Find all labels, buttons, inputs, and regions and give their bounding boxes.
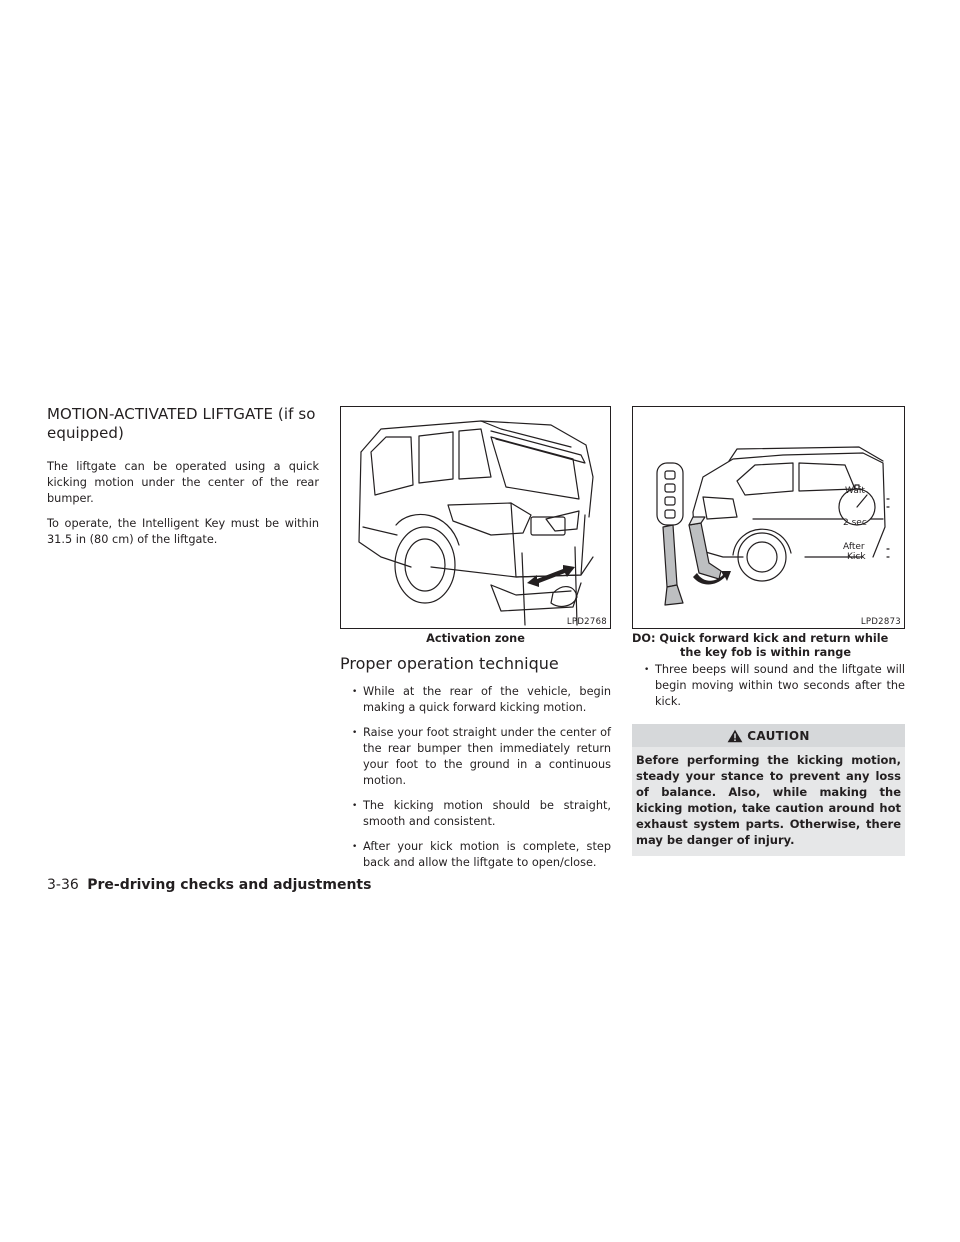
caution-header <box>632 724 905 747</box>
technique-list <box>340 684 611 871</box>
intro-paragraph: The liftgate can be operated using a quick kicking motion under the center of the rear bumper. <box>47 460 319 505</box>
caution-box <box>632 724 905 856</box>
warning-icon <box>727 729 743 743</box>
rear-vehicle-illustration <box>341 407 610 628</box>
right-column <box>632 406 905 856</box>
caution-text: Before performing the kicking motion, steady your stance to prevent any loss of balance. Also, while making the kicking motion, take caution around hot exhaust system parts. Otherwise, there may be danger of injury. <box>636 753 901 847</box>
page-number: 3-36 <box>47 877 79 893</box>
figure-caption: Activation zone <box>426 632 525 645</box>
figure-id: LPD2873 <box>860 617 901 627</box>
after-label: After <box>843 542 865 552</box>
wait-label: Wait <box>845 486 865 496</box>
list-item: • Raise your foot straight under the center of the rear bumper then immediately return your foot to the ground in a continuous motion. <box>340 725 611 789</box>
list-item: • The kicking motion should be straight, smooth and consistent. <box>340 798 611 830</box>
section-title: MOTION-ACTIVATED LIFTGATE (if so equipped) <box>47 405 316 442</box>
figure-caption: DO: Quick forward kick and return while the key fob is within range <box>632 632 889 659</box>
ok-zone-label: OK <box>542 577 559 592</box>
kick-technique-figure <box>632 406 905 629</box>
middle-column <box>340 406 611 880</box>
subheading: Proper operation technique <box>340 654 559 673</box>
figure-id: LPD2768 <box>566 617 607 627</box>
result-list <box>632 662 905 710</box>
time-label: 2 sec <box>843 518 867 528</box>
list-item: • After your kick motion is complete, step back and allow the liftgate to open/close. <box>340 839 611 871</box>
list-item: • Three beeps will sound and the liftgate will begin moving within two seconds after the kick. <box>632 662 905 710</box>
kick-illustration <box>633 407 904 628</box>
page-footer <box>47 877 371 893</box>
caution-title: CAUTION <box>747 728 810 743</box>
chapter-title: Pre-driving checks and adjustments <box>87 877 372 893</box>
activation-zone-figure <box>340 406 611 629</box>
key-range-paragraph: To operate, the Intelligent Key must be within 31.5 in (80 cm) of the liftgate. <box>47 517 319 546</box>
list-item: • While at the rear of the vehicle, begin making a quick forward kicking motion. <box>340 684 611 716</box>
left-column <box>47 405 319 557</box>
kick-label: Kick <box>847 552 866 562</box>
